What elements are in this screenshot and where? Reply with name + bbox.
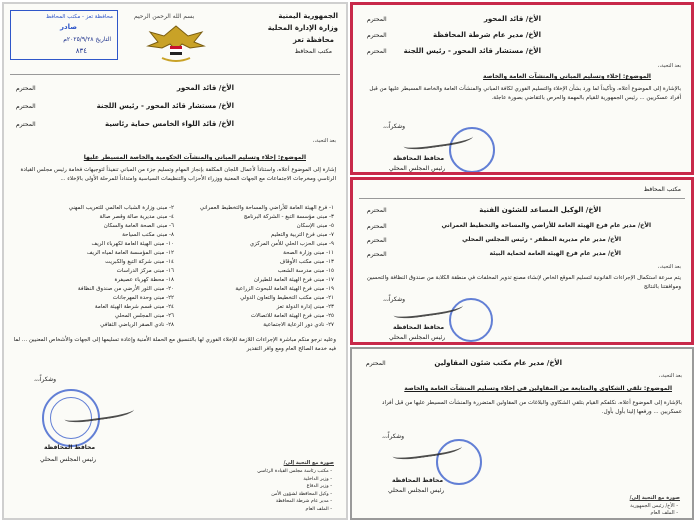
list-item: ٢٥- مبنى فرع الهيئة العامة للاتصالات (250, 313, 334, 319)
country-name: الجمهورية اليمنية (278, 12, 338, 20)
main-letter (2, 2, 348, 520)
addressee-1: الأخ/ مدير عام مكتب شئون المقاولين (434, 359, 562, 367)
letter-closing: وعليه نرجو منكم مباشرة الإجراءات اللازمة للإخلاء الفوري لها بالتنسيق مع الحملة الأمنية وإعادة تسليمها إلى الجهات والأشخاص المعنيين ... لما فيه خدمة الصالح العام ومع وافر التقدير (13, 337, 336, 352)
office-name: مكتب المحافظ (294, 48, 332, 55)
signer-subtitle: رئيس المجلس المحلي (389, 165, 446, 172)
list-item: ٢٠- مبنى الثور الأرضي من صندوق النظافة (77, 286, 174, 292)
list-item: ٧- مبنى فرع التربية والتعليم (270, 232, 334, 238)
governorate-name: محافظة تعز (292, 36, 334, 44)
letter-thanks: وشكراً،،، (383, 123, 406, 130)
addressee-1-salutation: المحترم (367, 16, 387, 23)
addressee-3: الأخ/ مدير عام مديرية المظفر - رئيس المجلس المحلي (462, 236, 621, 243)
list-item: ٣- مبنى مؤسسة التبغ - الشركة البرنامج (243, 214, 334, 220)
addressee-1: الأخ/ الوكيل المساعد للشئون الفنية (479, 206, 601, 214)
letter-bottom-right (350, 347, 694, 520)
letter-thanks: وشكراً،،، (383, 296, 406, 303)
list-item: ١٩- مبنى فرع الهيئة العامة للبحوث الزراعية (235, 286, 334, 292)
outgoing-stamp-box (10, 10, 118, 60)
signer-subtitle: رئيس المجلس المحلي (388, 487, 445, 494)
letter-intro: إشارة إلى الموضوع أعلاه، واستناداً لأعمال اللجان المكلفة بإنجاز المهام وتسليم جزء من المباني تنفيذاً لتوجيهات فخامة رئيس مجلس القيادة الرئاسي ومخرجات الاجتماعات مع الجهات المعنية ووزراء الأحزاب والتنظيمات السياسية وامتداداً للمرحلة الأولى بالإخلاء ... (20, 167, 336, 182)
list-item: ٢٧- نادي دور الرعاية الاجتماعية (263, 322, 334, 328)
list-item: ٢٣- مبنى إدارة الدولة تعز (276, 304, 334, 310)
list-item: ٤- مبنى مديرية صالة وقصر صالة (99, 214, 174, 220)
list-item: ٢٦- مبنى المجلس المحلي (114, 313, 174, 319)
signer-title: محافظ المحافظة (393, 155, 445, 162)
list-item: ٢٤- مبنى قسم شرطة الهيئة العامة (94, 304, 174, 310)
stamp-box-label: صادر (59, 23, 77, 31)
list-item: ١٧- مبنى فرع الهيئة العامة للطيران (253, 277, 334, 283)
stamp-box-date: التاريخ ٢٠٢٥/٩/٢٨م (63, 36, 111, 43)
greeting: بعد التحية،، (312, 138, 336, 144)
list-item: ١٠- مبنى الهيئة العامة لكهرباء الريف (91, 241, 174, 247)
list-item: ٨- مبنى مكتب السياحة (122, 232, 174, 238)
addressee-1-salutation: المحترم (16, 85, 36, 92)
addressee-3-salutation: المحترم (367, 237, 387, 244)
letter-top-right (350, 2, 694, 175)
cc-item: - الملف العام (305, 506, 332, 512)
list-item: ١٣- مبنى مكتب الأوقاف (279, 259, 334, 265)
ministry-name: وزارة الإدارة المحلية (267, 24, 338, 32)
addressee-2-salutation: المحترم (367, 32, 387, 39)
letter-body: يتم سرعة استكمال الإجراءات القانونية لتسليم الموقع الخاص لإنشاء مصنع تدوير المخلفات في منطقة الكلابة من صندوق النظافة والتحسين وموافقتنا بالنتائج (366, 275, 681, 290)
cc-item: - الأخ/ رئيس الجمهورية (630, 503, 678, 509)
yemen-eagle-emblem-icon (144, 22, 208, 64)
addressee-3: الأخ/ قائد اللواء الخامس حماية رئاسية (105, 120, 234, 128)
cc-item: - وزير الدفاع (306, 484, 332, 489)
addressee-4: الأخ/ مدير عام فرع الهيئة العامة لحماية البيئة (489, 250, 621, 257)
addressee-2-salutation: المحترم (367, 223, 387, 230)
greeting: بعد التحية،، (658, 373, 682, 379)
letter-subject: الموضوع: إخلاء وتسليم المباني والمنشآت الحكومية والخاصة المسيطر عليها (83, 154, 306, 161)
list-item: ٢٨- نادي الصقر الرياضي الثقافي (100, 322, 174, 328)
letter-mid-right (350, 177, 694, 345)
building-list-left (14, 204, 174, 330)
list-item: ١١- مبنى وزارة الصحة (283, 250, 334, 256)
building-list-right (174, 204, 334, 330)
addressee-1-salutation: المحترم (367, 207, 387, 214)
basmala: بسم الله الرحمن الرحيم (134, 13, 195, 20)
cc-item: - مدير عام شرطة المحافظة (275, 499, 332, 504)
addressee-4-salutation: المحترم (367, 251, 387, 258)
signer-subtitle: رئيس المجلس المحلي (40, 456, 97, 463)
list-item: ٢٢- مبنى وحدة المهرجانات (112, 295, 174, 301)
list-item: ١٦- مبنى مركز الدراسات (116, 268, 174, 274)
letter-subject: الموضوع: تلقي الشكاوي والمتابعة من المقاولين في إخلاء وتسليم المنشآت العامة والخاصة (404, 385, 672, 392)
stamp-box-number: ٨٣٤ (75, 47, 87, 55)
addressee-1-salutation: المحترم (366, 360, 386, 367)
letter-thanks: وشكراً،،، (382, 433, 405, 440)
office-name: مكتب المحافظ (643, 186, 681, 193)
letter-body: بالإشارة إلى الموضوع أعلاه، وتأكيداً لما ورد بشأن الإخلاء والتسليم الفوري لكافة المباني والمنشآت العامة والخاصة المسيطر عليها من قبل أفراد عسكريين ... رئيس الجمهورية للقيام بالمهمة والحرص بالتقاضي بصورة عاجلة. (369, 86, 681, 101)
addressee-3: الأخ/ مستشار قائد المحور - رئيس اللجنة (403, 47, 541, 55)
letter-subject: الموضوع: إخلاء وتسليم المباني والمنشآت العامة والخاصة (483, 73, 651, 80)
list-item: ١٥- مبنى مدرسة الشعب (277, 268, 334, 274)
cc-item: - مكتب رئاسة مجلس القيادة الرئاسي (257, 469, 332, 474)
signer-title: محافظ المحافظة (392, 477, 444, 484)
cc-list (257, 468, 332, 513)
addressee-2: الأخ/ مستشار قائد المحور - رئيس اللجنة (96, 102, 234, 110)
greeting: بعد التحية،، (657, 63, 681, 69)
cc-item: - الملف العام (650, 510, 678, 516)
cc-item: - وزير الداخلية (303, 476, 332, 482)
addressee-2: الأخ/ مدير عام شرطة المحافظة (433, 31, 541, 39)
signer-title: محافظ المحافظة (44, 444, 96, 451)
cc-title: صورة مع التحية إلى/ (283, 460, 334, 466)
addressee-2: الأخ/ مدير عام فرع الهيئة العامة للأراضي والمساحة والتخطيط العمراني (441, 222, 651, 229)
letter-thanks: وشكراً،،، (34, 376, 57, 383)
list-item: ٦- مبنى الصحة العامة والسكان (103, 223, 174, 229)
addressee-1: الأخ/ قائد المحور (176, 84, 234, 92)
addressee-3-salutation: المحترم (367, 48, 387, 55)
stamp-box-title: محافظة تعز - مكتب المحافظ (46, 14, 113, 20)
addressee-2-salutation: المحترم (16, 103, 36, 110)
cc-title: صورة مع التحية إلى/ (629, 495, 680, 501)
signer-subtitle: رئيس المجلس المحلي (389, 334, 446, 341)
letter-body: بالإشارة إلى الموضوع أعلاه، نكلفكم القيام بتلقي الشكاوي والبلاغات من المقاولين المتضررة والمنشآت المسيطر عليها من قبل أفراد عسكريين ... ورفعها إلينا بأول بأول. (382, 400, 682, 415)
list-item: ٢١- مبنى مكتب التخطيط والتعاون الدولي (240, 295, 334, 301)
list-item: ١٤- مبنى شركة التبغ والكبريت (105, 259, 174, 265)
signer-title: محافظ المحافظة (393, 324, 445, 331)
list-item: ٩- مبنى الحزب الحلي للأمن المركزي (249, 241, 334, 247)
addressee-1: الأخ/ قائد المحور (483, 15, 541, 23)
list-item: ٥- مبنى الإسكان (296, 223, 334, 229)
list-item: ٢- مبنى وزارة الشباب العالمي للتعريب المهني (68, 205, 174, 211)
cc-item: - وكيل المحافظة لشؤون الأمن (271, 491, 332, 497)
addressee-3-salutation: المحترم (16, 121, 36, 128)
greeting: بعد التحية،، (657, 264, 681, 270)
list-item: ١٢- مبنى المؤسسة العامة لمياه الريف (86, 250, 174, 256)
list-item: ١- فرع الهيئة العامة للأراضي والمساحة والتخطيط العمراني (199, 205, 334, 211)
list-item: ١٨- محطة كهرباء عصيفرة (114, 277, 174, 283)
